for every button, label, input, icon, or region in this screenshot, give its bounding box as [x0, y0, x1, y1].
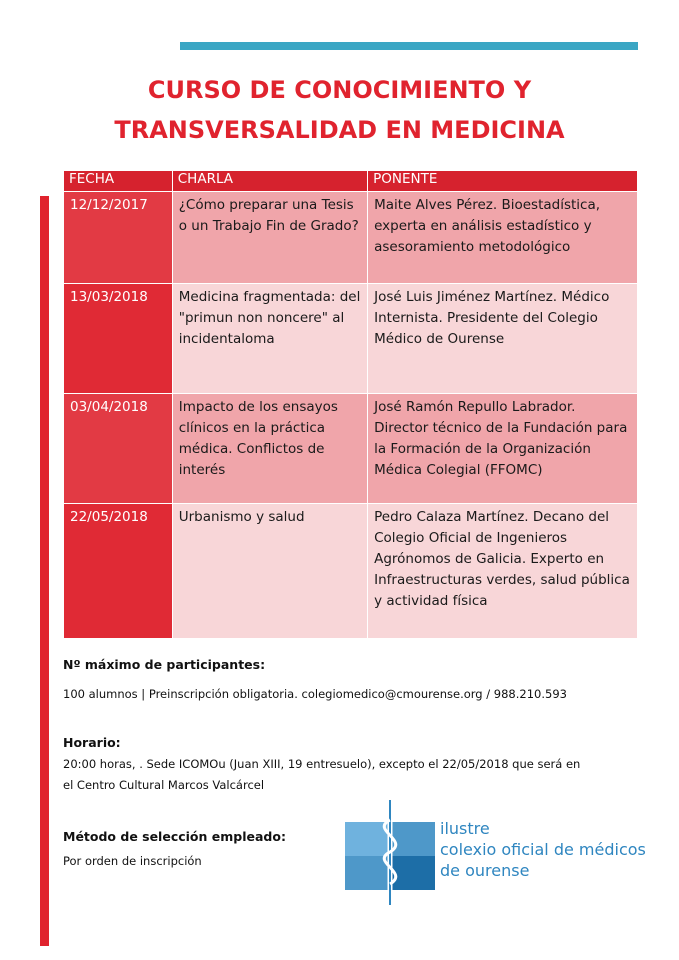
participants-text: 100 alumnos | Preinscripción obligatoria. colegiomedico@cmourense.org / 988.210.593: [63, 687, 567, 701]
logo-line-3: de ourense: [440, 861, 530, 880]
selection-text: Por orden de inscripción: [63, 854, 202, 868]
table-row: [64, 192, 638, 284]
title-line-1: CURSO DE CONOCIMIENTO Y: [147, 76, 532, 104]
selection-heading: Método de selección empleado:: [63, 829, 286, 844]
schedule-line-1: 20:00 horas, . Sede ICOMOu (Juan XIII, 19 entresuelo), excepto el 22/05/2018 que será en: [63, 757, 581, 771]
participants-section: [63, 654, 567, 705]
header-fecha: FECHA: [64, 171, 173, 192]
logo-line-1: ilustre: [440, 819, 490, 838]
row-talk: Urbanismo y salud: [172, 504, 367, 639]
row-speaker: Maite Alves Pérez. Bioestadística, experta en análisis estadístico y asesoramiento metodológico: [368, 192, 638, 284]
schedule-section: [63, 732, 580, 796]
top-accent-bar: [180, 42, 638, 50]
row-speaker: José Ramón Repullo Labrador. Director técnico de la Fundación para la Formación de la Organización Médica Colegial (FFOMC): [368, 394, 638, 504]
page-title: [0, 70, 679, 150]
table-row: [64, 504, 638, 639]
row-date: 12/12/2017: [64, 192, 173, 284]
table-row: [64, 394, 638, 504]
left-accent-stripe: [40, 196, 49, 946]
table-row: [64, 284, 638, 394]
row-talk: Impacto de los ensayos clínicos en la práctica médica. Conflictos de interés: [172, 394, 367, 504]
header-ponente: PONENTE: [368, 171, 638, 192]
row-date: 03/04/2018: [64, 394, 173, 504]
row-talk: Medicina fragmentada: del "primun non noncere" al incidentaloma: [172, 284, 367, 394]
title-line-2: TRANSVERSALIDAD EN MEDICINA: [114, 116, 565, 144]
table-header-row: [64, 171, 638, 192]
row-date: 22/05/2018: [64, 504, 173, 639]
colexio-logo-text: [440, 818, 646, 881]
row-talk: ¿Cómo preparar una Tesis o un Trabajo Fin de Grado?: [172, 192, 367, 284]
schedule-line-2: el Centro Cultural Marcos Valcárcel: [63, 778, 265, 792]
row-speaker: José Luis Jiménez Martínez. Médico Internista. Presidente del Colegio Médico de Ourense: [368, 284, 638, 394]
row-speaker: Pedro Calaza Martínez. Decano del Colegio Oficial de Ingenieros Agrónomos de Galicia. Experto en Infraestructuras verdes, salud pública y actividad física: [368, 504, 638, 639]
participants-heading: Nº máximo de participantes:: [63, 657, 266, 672]
course-table: [63, 170, 638, 639]
schedule-heading: Horario:: [63, 735, 121, 750]
row-date: 13/03/2018: [64, 284, 173, 394]
logo-line-2: colexio oficial de médicos: [440, 840, 646, 859]
selection-section: [63, 826, 286, 872]
header-charla: CHARLA: [172, 171, 367, 192]
